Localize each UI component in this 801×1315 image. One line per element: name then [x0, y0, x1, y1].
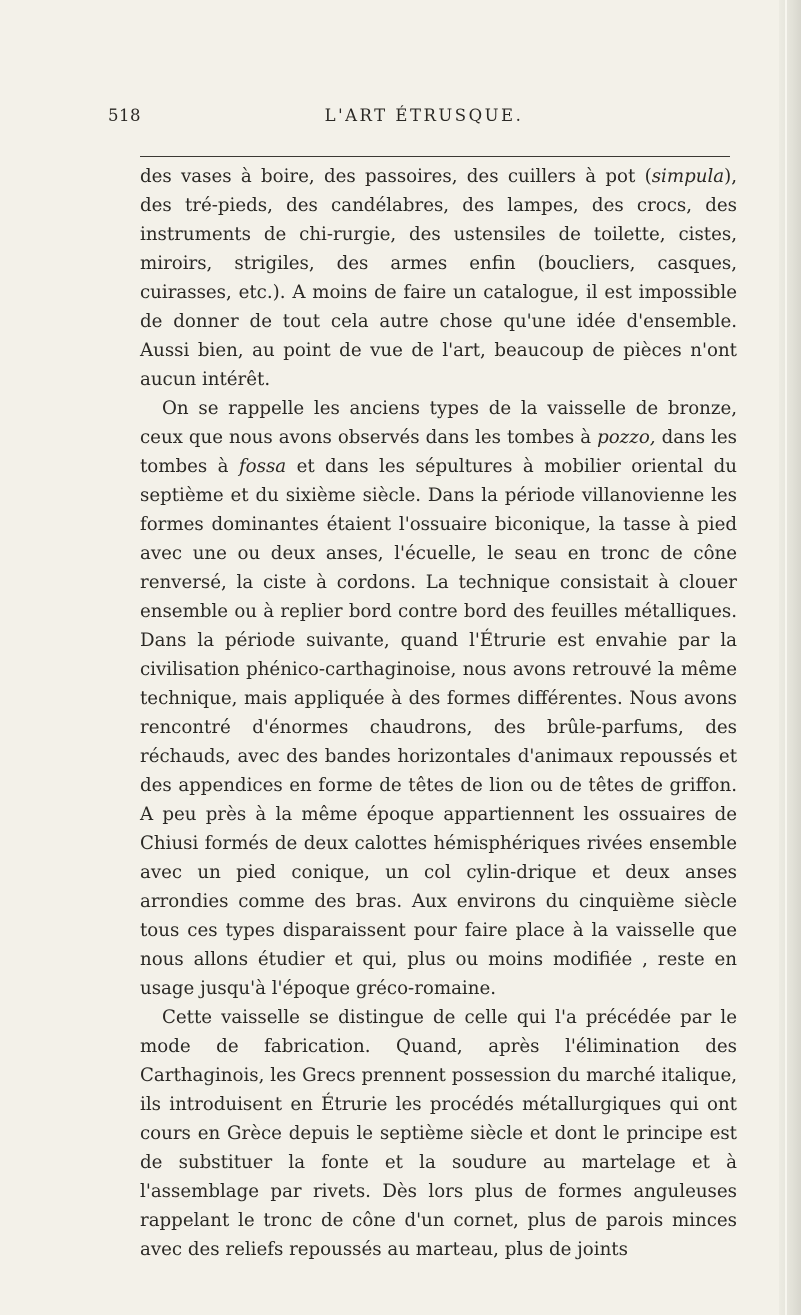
text-run: et dans les sépultures à mobilier oriental du septième et du sixième siècle. Dans la période villanovienne les formes dominantes étaient l'ossuaire biconique, la tasse à pied avec une ou deux anses, l'écuelle, le seau en tronc de cône renversé, la ciste à cordons. La technique consistait à clouer ensemble ou à replier bord contre bord des feuilles métalliques. Dans la période suivante, quand l'Étrurie est envahie par la civilisation phénico-carthaginoise, nous avons retrouvé la même technique, mais appliquée à des formes différentes. Nous avons rencontré d'énormes chaudrons, des brûle-parfums, des réchauds, avec des bandes horizontales d'animaux repoussés et des appendices en forme de têtes de lion ou de têtes de griffon. A peu près à la même époque appartiennent les ossuaires de Chiusi formés de deux calottes hémisphériques rivées ensemble avec un pied conique, un col cylin-drique et deux anses arrondies comme des bras. Aux environs du cinquième siècle tous ces types disparaissent pour faire place à la vaisselle que nous allons étudier et qui, plus ou moins modifiée , reste en usage jusqu'à l'époque gréco-romaine.	[140, 456, 737, 999]
text-run: des vases à boire, des passoires, des cuillers à pot (	[140, 166, 652, 187]
page-header	[104, 104, 744, 128]
text-run: On se rappelle les anciens types de la vaisselle de bronze, ceux que nous avons observés dans les tombes à	[140, 398, 737, 448]
text-run: Cette vaisselle se distingue de celle qui l'a précédée par le mode de fabrication. Quand, après l'élimination des Carthaginois, les Grecs prennent possession du marché italique, ils introduisent en Étrurie les procédés métallurgiques qui ont cours en Grèce depuis le septième siècle et dont le principe est de substituer la fonte et la soudure au martelage et à l'assemblage par rivets. Dès lors plus de formes anguleuses rappelant le tronc de cône d'un cornet, plus de parois minces avec des reliefs repoussés au marteau, plus de joints	[140, 1007, 737, 1260]
italic-term-simpula: simpula	[651, 166, 725, 187]
italic-term-pozzo: pozzo,	[597, 427, 656, 448]
page-number: 518	[108, 106, 141, 125]
header-rule	[140, 156, 730, 157]
paragraph-2	[140, 394, 737, 1003]
italic-term-fossa: fossa	[238, 456, 287, 477]
running-title: L'ART ÉTRUSQUE.	[324, 106, 524, 125]
paragraph-1	[140, 162, 737, 394]
body-text	[140, 162, 737, 1264]
paragraph-3	[140, 1003, 737, 1264]
text-run: dans les tombes à	[140, 427, 738, 477]
text-run: ), des tré-pieds, des candélabres, des lampes, des crocs, des instruments de chi-rurgie, des ustensiles de toilette, cistes, miroirs, strigiles, des armes enfin (boucliers, casques, cuirasses, etc.). A moins de faire un catalogue, il est impossible de donner de tout cela autre chose qu'une idée d'ensemble. Aussi bien, au point de vue de l'art, beaucoup de pièces n'ont aucun intérêt.	[140, 166, 737, 390]
page-edge	[779, 0, 801, 1315]
